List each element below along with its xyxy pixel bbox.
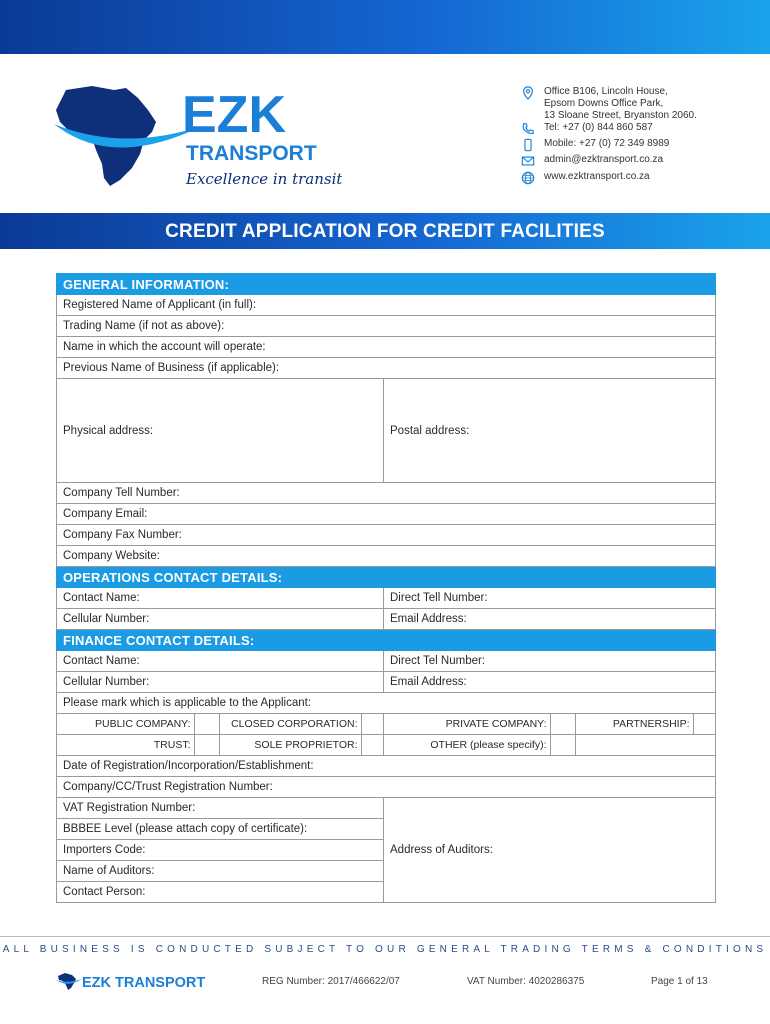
other-blank-2 <box>693 735 716 756</box>
phone-icon <box>520 122 536 136</box>
fin-direct-tel-field[interactable]: Direct Tel Number: <box>384 651 716 672</box>
registration-date-field[interactable]: Date of Registration/Incorporation/Establishment: <box>57 756 716 777</box>
private-company-checkbox[interactable] <box>550 714 575 735</box>
partnership-label: PARTNERSHIP: <box>575 714 693 735</box>
sole-proprietor-checkbox[interactable] <box>361 735 383 756</box>
auditors-name-field[interactable]: Name of Auditors: <box>57 861 384 882</box>
closed-corporation-label: CLOSED CORPORATION: <box>219 714 361 735</box>
fin-email-field[interactable]: Email Address: <box>384 672 716 693</box>
footer-terms: ALL BUSINESS IS CONDUCTED SUBJECT TO OUR GENERAL TRADING TERMS & CONDITIONS <box>2 944 768 955</box>
section-operations-header: OPERATIONS CONTACT DETAILS: <box>57 567 716 588</box>
email-icon <box>520 154 536 168</box>
credit-application-form <box>56 273 716 903</box>
ops-email-field[interactable]: Email Address: <box>384 609 716 630</box>
trading-name-field[interactable]: Trading Name (if not as above): <box>57 316 716 337</box>
importers-code-field[interactable]: Importers Code: <box>57 840 384 861</box>
closed-corporation-checkbox[interactable] <box>361 714 383 735</box>
other-blank <box>575 735 693 756</box>
other-specify-field[interactable] <box>550 735 575 756</box>
registered-name-field[interactable]: Registered Name of Applicant (in full): <box>57 295 716 316</box>
other-label: OTHER (please specify): <box>383 735 550 756</box>
ops-contact-name-field[interactable]: Contact Name: <box>57 588 384 609</box>
company-logo <box>52 82 342 192</box>
contact-person-field[interactable]: Contact Person: <box>57 882 384 903</box>
ops-direct-tel-field[interactable]: Direct Tell Number: <box>384 588 716 609</box>
section-general-header: GENERAL INFORMATION: <box>57 274 716 295</box>
top-color-bar <box>0 0 770 54</box>
contact-tel: Tel: +27 (0) 844 860 587 <box>544 122 653 133</box>
physical-address-field[interactable]: Physical address: <box>57 379 384 483</box>
vat-registration-field[interactable]: VAT Registration Number: <box>57 798 384 819</box>
company-website-field[interactable]: Company Website: <box>57 546 716 567</box>
bbbee-level-field[interactable]: BBBEE Level (please attach copy of certificate): <box>57 819 384 840</box>
footer-page-number: Page 1 of 13 <box>651 976 708 987</box>
private-company-label: PRIVATE COMPANY: <box>383 714 550 735</box>
logo-ezk: EZK <box>182 86 286 144</box>
registration-number-field[interactable]: Company/CC/Trust Registration Number: <box>57 777 716 798</box>
footer-reg-number: REG Number: 2017/466622/07 <box>262 976 400 987</box>
ops-cellular-field[interactable]: Cellular Number: <box>57 609 384 630</box>
applicant-type-options <box>57 714 716 756</box>
account-name-field[interactable]: Name in which the account will operate: <box>57 337 716 358</box>
title-banner <box>0 213 770 249</box>
globe-icon <box>520 171 536 185</box>
trust-label: TRUST: <box>57 735 194 756</box>
footer-logo <box>56 970 206 992</box>
section-finance-header: FINANCE CONTACT DETAILS: <box>57 630 716 651</box>
mobile-phone-icon <box>520 138 536 152</box>
contact-website[interactable]: www.ezktransport.co.za <box>544 171 650 182</box>
africa-map-icon <box>56 86 156 186</box>
location-pin-icon <box>520 86 536 100</box>
previous-name-field[interactable]: Previous Name of Business (if applicable): <box>57 358 716 379</box>
postal-address-field[interactable]: Postal address: <box>384 379 716 483</box>
public-company-checkbox[interactable] <box>194 714 219 735</box>
applicant-type-prompt: Please mark which is applicable to the Applicant: <box>57 693 716 714</box>
logo-tagline: Excellence in transit <box>186 170 342 188</box>
company-email-field[interactable]: Company Email: <box>57 504 716 525</box>
partnership-checkbox[interactable] <box>693 714 716 735</box>
sole-proprietor-label: SOLE PROPRIETOR: <box>219 735 361 756</box>
auditors-address-field[interactable]: Address of Auditors: <box>384 798 716 903</box>
public-company-label: PUBLIC COMPANY: <box>57 714 194 735</box>
company-tell-field[interactable]: Company Tell Number: <box>57 483 716 504</box>
page-title: CREDIT APPLICATION FOR CREDIT FACILITIES <box>165 221 605 242</box>
company-fax-field[interactable]: Company Fax Number: <box>57 525 716 546</box>
footer-brand-name: EZK TRANSPORT <box>82 975 206 991</box>
fin-cellular-field[interactable]: Cellular Number: <box>57 672 384 693</box>
contact-address: Office B106, Lincoln House, Epsom Downs Office Park, 13 Sloane Street, Bryanston 2060. <box>544 86 697 121</box>
logo-transport: TRANSPORT <box>186 142 317 165</box>
fin-contact-name-field[interactable]: Contact Name: <box>57 651 384 672</box>
footer-vat-number: VAT Number: 4020286375 <box>467 976 585 987</box>
contact-mobile: Mobile: +27 (0) 72 349 8989 <box>544 138 670 149</box>
contact-email[interactable]: admin@ezktransport.co.za <box>544 154 664 165</box>
footer-divider <box>0 936 770 937</box>
trust-checkbox[interactable] <box>194 735 219 756</box>
